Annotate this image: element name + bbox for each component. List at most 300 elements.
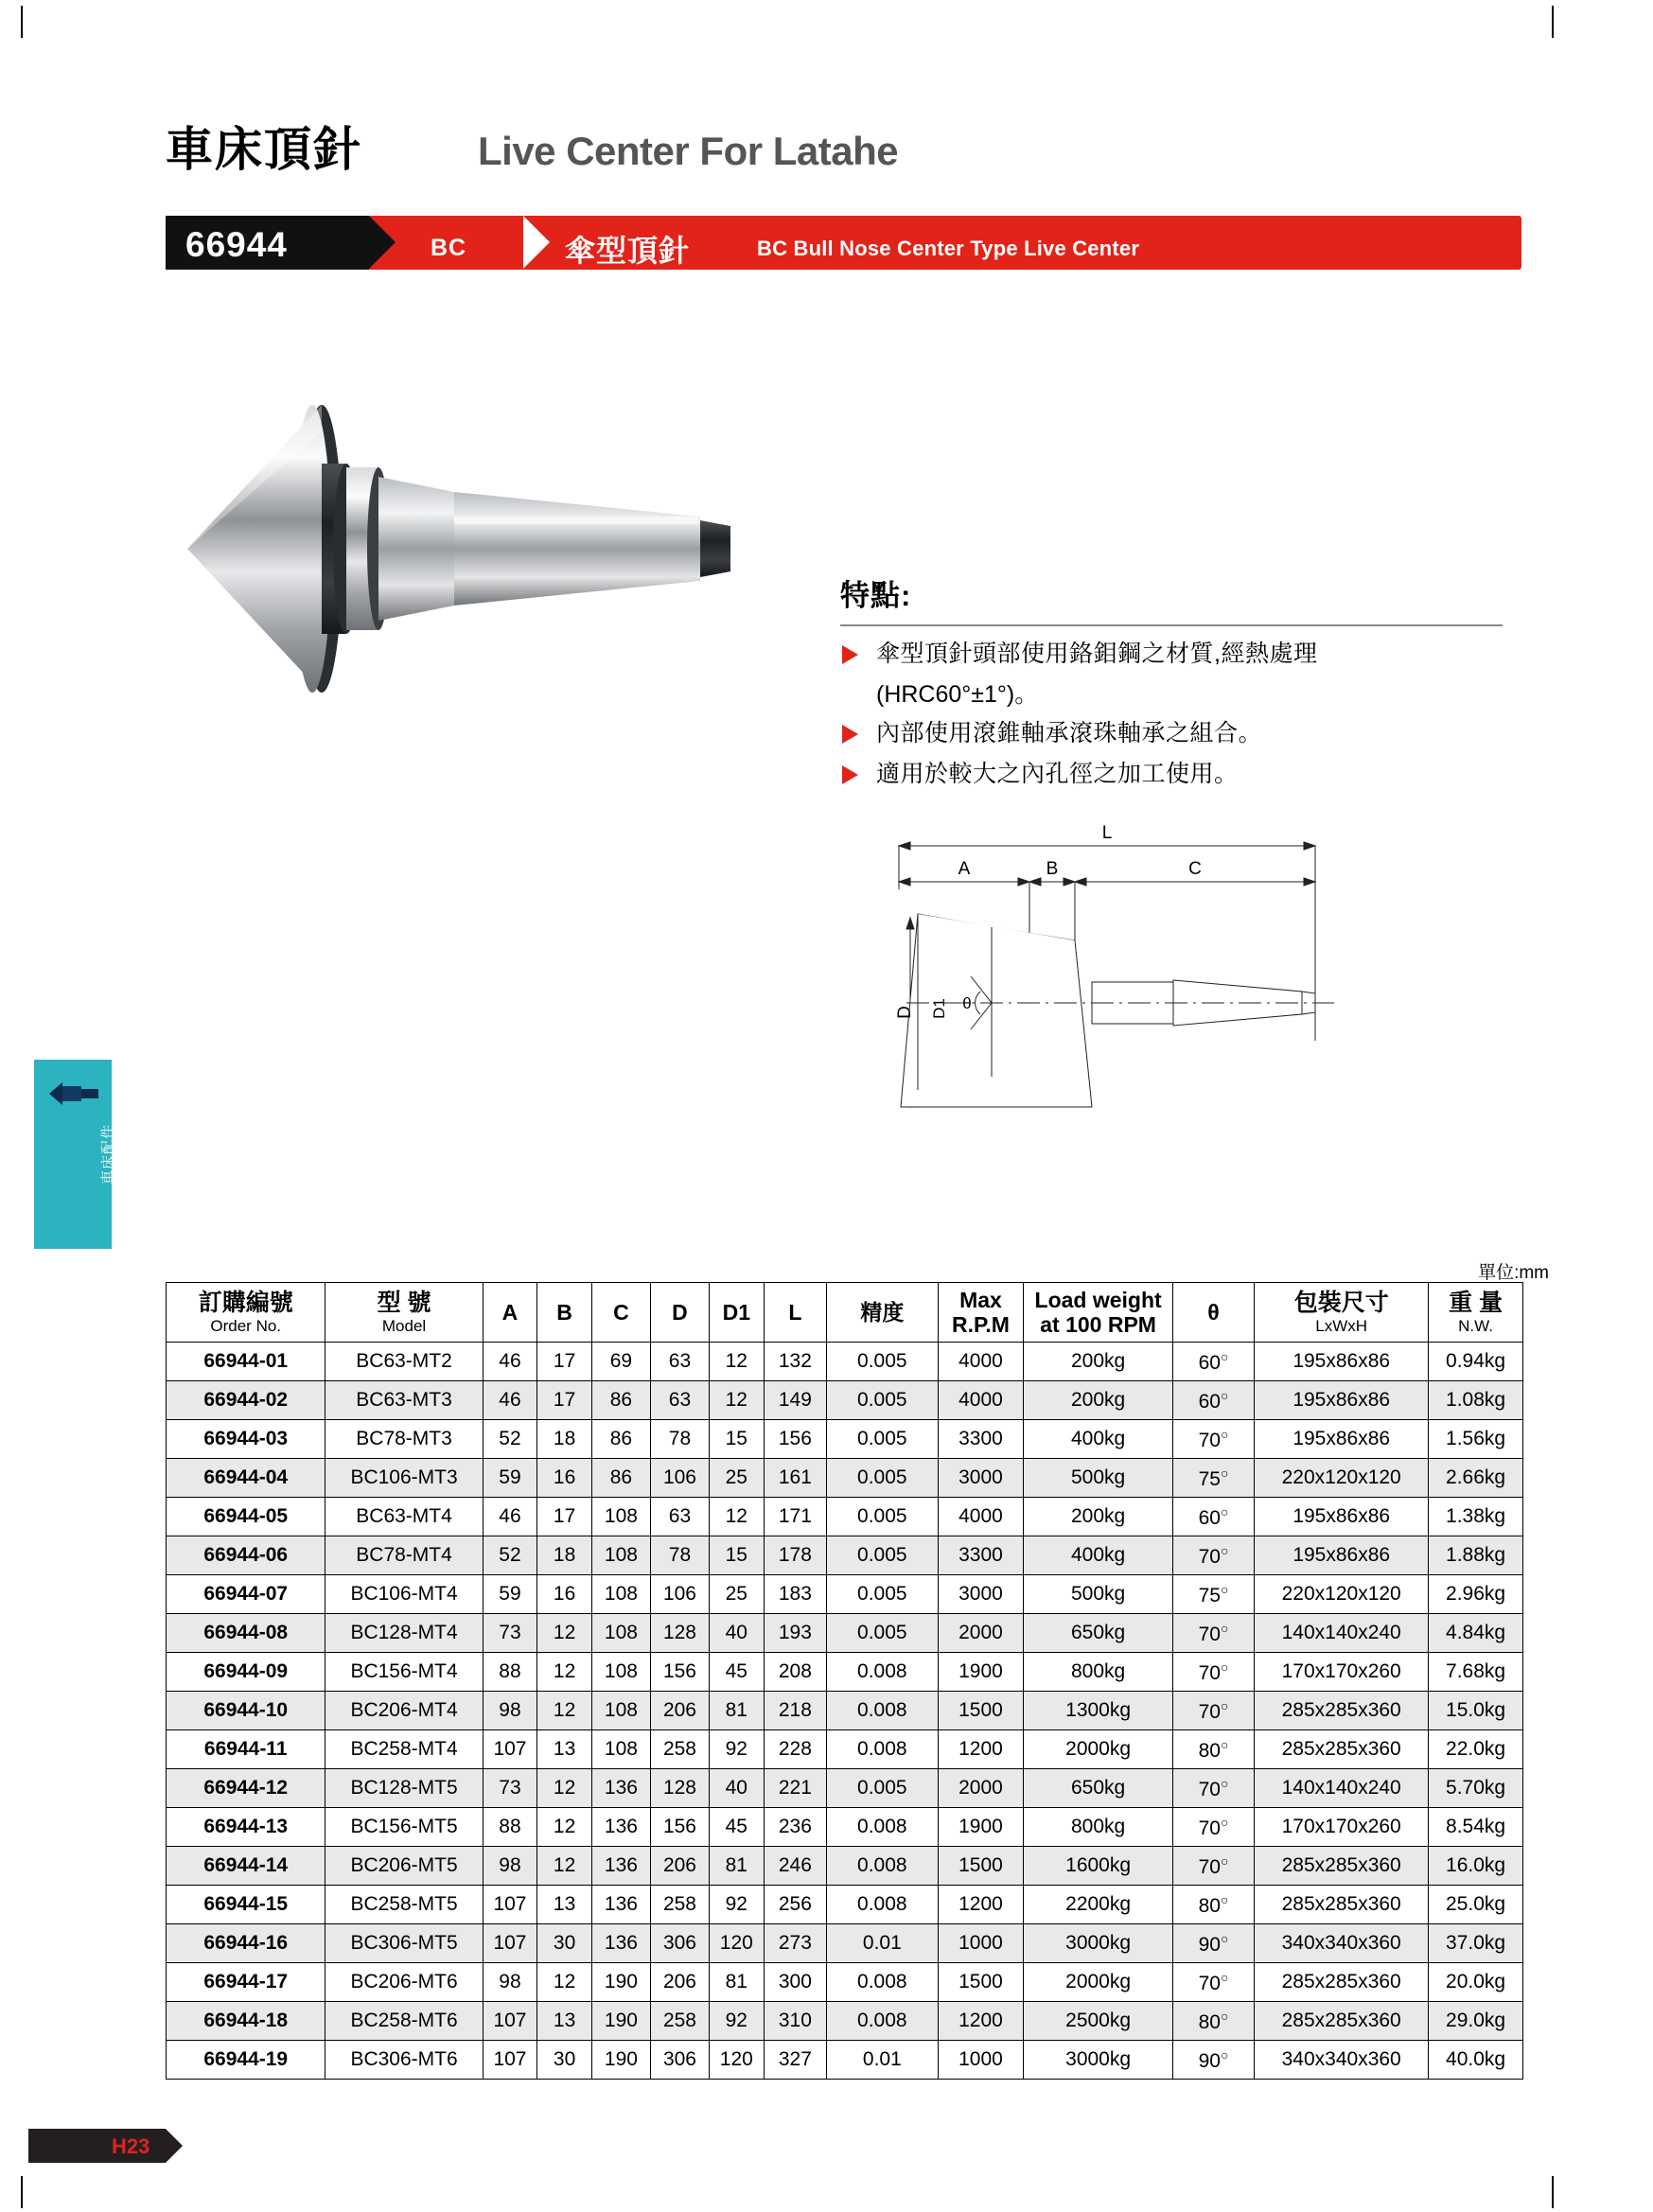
cell-l: 132 bbox=[764, 1343, 826, 1381]
cell-pack: 170x170x260 bbox=[1255, 1808, 1429, 1847]
cell-load: 2200kg bbox=[1024, 1886, 1172, 1924]
spec-table bbox=[166, 1282, 1523, 2080]
features-divider bbox=[840, 624, 1503, 626]
cell-d: 106 bbox=[650, 1575, 709, 1614]
cell-theta: 70○ bbox=[1172, 1769, 1254, 1808]
cell-b: 13 bbox=[537, 1886, 592, 1924]
feature-item-1-sub: (HRC60°±1°)。 bbox=[876, 680, 1039, 708]
bullet-triangle-icon bbox=[842, 645, 858, 664]
cell-nw: 1.08kg bbox=[1429, 1381, 1523, 1420]
cell-model: BC306-MT6 bbox=[325, 2041, 483, 2080]
cell-d: 258 bbox=[650, 2002, 709, 2041]
cell-a: 73 bbox=[483, 1614, 537, 1653]
table-row bbox=[167, 1808, 1523, 1847]
cell-b: 12 bbox=[537, 1653, 592, 1692]
cell-pack: 195x86x86 bbox=[1255, 1420, 1429, 1459]
cell-order-no: 66944-13 bbox=[167, 1808, 325, 1847]
cell-theta: 70○ bbox=[1172, 1808, 1254, 1847]
cell-d1: 12 bbox=[710, 1343, 765, 1381]
cell-pack: 285x285x360 bbox=[1255, 1963, 1429, 2002]
cell-b: 18 bbox=[537, 1420, 592, 1459]
cell-c: 136 bbox=[591, 1886, 650, 1924]
feature-item-2 bbox=[840, 718, 1503, 750]
cell-a: 46 bbox=[483, 1498, 537, 1536]
side-tab-label bbox=[34, 1060, 131, 1249]
cell-a: 88 bbox=[483, 1653, 537, 1692]
cell-theta: 70○ bbox=[1172, 1847, 1254, 1886]
cell-order-no: 66944-02 bbox=[167, 1381, 325, 1420]
cell-model: BC78-MT3 bbox=[325, 1420, 483, 1459]
cell-theta: 90○ bbox=[1172, 2041, 1254, 2080]
table-row bbox=[167, 1653, 1523, 1692]
th-b: B bbox=[537, 1283, 592, 1343]
cell-d: 78 bbox=[650, 1536, 709, 1575]
feature-item-1-text: 傘型頂針頭部使用鉻鉬鋼之材質,經熱處理 bbox=[876, 641, 1318, 667]
cell-rpm: 1200 bbox=[938, 1730, 1024, 1769]
cell-acc: 0.005 bbox=[827, 1536, 938, 1575]
cell-l: 171 bbox=[764, 1498, 826, 1536]
cell-c: 86 bbox=[591, 1381, 650, 1420]
cell-nw: 22.0kg bbox=[1429, 1730, 1523, 1769]
dim-label-D: D bbox=[895, 1006, 915, 1019]
cell-acc: 0.01 bbox=[827, 2041, 938, 2080]
cell-theta: 75○ bbox=[1172, 1459, 1254, 1498]
cell-b: 12 bbox=[537, 1769, 592, 1808]
cell-order-no: 66944-06 bbox=[167, 1536, 325, 1575]
cell-nw: 8.54kg bbox=[1429, 1808, 1523, 1847]
cell-d1: 40 bbox=[710, 1769, 765, 1808]
cell-l: 221 bbox=[764, 1769, 826, 1808]
cell-d1: 25 bbox=[710, 1459, 765, 1498]
cell-rpm: 1000 bbox=[938, 2041, 1024, 2080]
dim-label-D1: D1 bbox=[930, 998, 948, 1019]
feature-item-3-text: 適用於較大之內孔徑之加工使用。 bbox=[876, 760, 1239, 787]
cell-a: 59 bbox=[483, 1459, 537, 1498]
cell-b: 17 bbox=[537, 1343, 592, 1381]
cell-model: BC206-MT5 bbox=[325, 1847, 483, 1886]
cell-model: BC106-MT3 bbox=[325, 1459, 483, 1498]
cell-acc: 0.008 bbox=[827, 1730, 938, 1769]
features-title: 特點: bbox=[840, 579, 912, 612]
cell-l: 310 bbox=[764, 2002, 826, 2041]
cell-d1: 40 bbox=[710, 1614, 765, 1653]
series-abbr: BC bbox=[431, 235, 467, 261]
cell-acc: 0.008 bbox=[827, 1886, 938, 1924]
dim-label-A: A bbox=[958, 859, 971, 879]
cell-acc: 0.008 bbox=[827, 1808, 938, 1847]
cell-model: BC258-MT6 bbox=[325, 2002, 483, 2041]
series-code: 66944 bbox=[185, 225, 288, 264]
cell-order-no: 66944-17 bbox=[167, 1963, 325, 2002]
cell-model: BC63-MT2 bbox=[325, 1343, 483, 1381]
cell-order-no: 66944-09 bbox=[167, 1653, 325, 1692]
cell-a: 46 bbox=[483, 1381, 537, 1420]
cell-nw: 37.0kg bbox=[1429, 1924, 1523, 1963]
cell-c: 108 bbox=[591, 1536, 650, 1575]
cell-model: BC78-MT4 bbox=[325, 1536, 483, 1575]
cell-d1: 15 bbox=[710, 1536, 765, 1575]
table-row bbox=[167, 1769, 1523, 1808]
cell-theta: 60○ bbox=[1172, 1381, 1254, 1420]
cell-d1: 12 bbox=[710, 1498, 765, 1536]
cell-load: 650kg bbox=[1024, 1614, 1172, 1653]
cell-model: BC206-MT6 bbox=[325, 1963, 483, 2002]
cell-nw: 2.96kg bbox=[1429, 1575, 1523, 1614]
cell-l: 256 bbox=[764, 1886, 826, 1924]
table-row bbox=[167, 1420, 1523, 1459]
th-max-rpm: Max R.P.M bbox=[938, 1283, 1024, 1343]
cell-b: 17 bbox=[537, 1381, 592, 1420]
cell-d1: 81 bbox=[710, 1963, 765, 2002]
cell-load: 800kg bbox=[1024, 1653, 1172, 1692]
cell-c: 108 bbox=[591, 1614, 650, 1653]
cell-order-no: 66944-07 bbox=[167, 1575, 325, 1614]
table-row bbox=[167, 2041, 1523, 2080]
cell-order-no: 66944-03 bbox=[167, 1420, 325, 1459]
th-d1: D1 bbox=[710, 1283, 765, 1343]
cell-pack: 285x285x360 bbox=[1255, 1692, 1429, 1730]
cell-load: 400kg bbox=[1024, 1420, 1172, 1459]
th-model: 型 號 Model bbox=[325, 1283, 483, 1343]
cell-model: BC106-MT4 bbox=[325, 1575, 483, 1614]
cell-d: 106 bbox=[650, 1459, 709, 1498]
cell-acc: 0.005 bbox=[827, 1343, 938, 1381]
th-package-size: 包裝尺寸 LxWxH bbox=[1255, 1283, 1429, 1343]
table-row bbox=[167, 1536, 1523, 1575]
cell-order-no: 66944-01 bbox=[167, 1343, 325, 1381]
cell-model: BC206-MT4 bbox=[325, 1692, 483, 1730]
cell-order-no: 66944-14 bbox=[167, 1847, 325, 1886]
cell-c: 190 bbox=[591, 2041, 650, 2080]
page-number: H23 bbox=[112, 2134, 150, 2158]
features-list bbox=[840, 639, 1503, 799]
cell-load: 800kg bbox=[1024, 1808, 1172, 1847]
cell-pack: 195x86x86 bbox=[1255, 1343, 1429, 1381]
table-body bbox=[167, 1343, 1523, 2080]
cell-nw: 29.0kg bbox=[1429, 2002, 1523, 2041]
unit-note: 單位:mm bbox=[1478, 1263, 1549, 1283]
cell-a: 107 bbox=[483, 1730, 537, 1769]
cell-model: BC156-MT5 bbox=[325, 1808, 483, 1847]
cell-nw: 5.70kg bbox=[1429, 1769, 1523, 1808]
cell-load: 200kg bbox=[1024, 1343, 1172, 1381]
cell-theta: 70○ bbox=[1172, 1536, 1254, 1575]
th-l: L bbox=[764, 1283, 826, 1343]
cell-order-no: 66944-04 bbox=[167, 1459, 325, 1498]
cell-rpm: 1500 bbox=[938, 1963, 1024, 2002]
table-row bbox=[167, 1886, 1523, 1924]
cell-nw: 1.56kg bbox=[1429, 1420, 1523, 1459]
cell-acc: 0.008 bbox=[827, 1963, 938, 2002]
cell-pack: 220x120x120 bbox=[1255, 1459, 1429, 1498]
cell-rpm: 3000 bbox=[938, 1459, 1024, 1498]
cell-d1: 92 bbox=[710, 1886, 765, 1924]
table-row bbox=[167, 1963, 1523, 2002]
cell-rpm: 1200 bbox=[938, 1886, 1024, 1924]
cell-b: 12 bbox=[537, 1963, 592, 2002]
cell-b: 16 bbox=[537, 1575, 592, 1614]
cell-acc: 0.008 bbox=[827, 2002, 938, 2041]
cell-theta: 70○ bbox=[1172, 1963, 1254, 2002]
cell-theta: 60○ bbox=[1172, 1498, 1254, 1536]
cell-rpm: 1000 bbox=[938, 1924, 1024, 1963]
cell-model: BC306-MT5 bbox=[325, 1924, 483, 1963]
cell-l: 156 bbox=[764, 1420, 826, 1459]
table-row bbox=[167, 1575, 1523, 1614]
cell-b: 17 bbox=[537, 1498, 592, 1536]
cell-d1: 45 bbox=[710, 1653, 765, 1692]
cell-b: 13 bbox=[537, 1730, 592, 1769]
cell-pack: 170x170x260 bbox=[1255, 1653, 1429, 1692]
table-row bbox=[167, 1614, 1523, 1653]
cell-rpm: 1500 bbox=[938, 1692, 1024, 1730]
th-load-weight: Load weight at 100 RPM bbox=[1024, 1283, 1172, 1343]
cell-l: 236 bbox=[764, 1808, 826, 1847]
cell-nw: 7.68kg bbox=[1429, 1653, 1523, 1692]
cell-c: 108 bbox=[591, 1730, 650, 1769]
cell-c: 136 bbox=[591, 1808, 650, 1847]
feature-item-1 bbox=[840, 639, 1503, 671]
cell-acc: 0.008 bbox=[827, 1653, 938, 1692]
cell-pack: 340x340x360 bbox=[1255, 2041, 1429, 2080]
cell-d: 63 bbox=[650, 1498, 709, 1536]
cell-theta: 75○ bbox=[1172, 1575, 1254, 1614]
table-row bbox=[167, 1924, 1523, 1963]
cell-acc: 0.005 bbox=[827, 1614, 938, 1653]
cell-rpm: 2000 bbox=[938, 1769, 1024, 1808]
bullet-triangle-icon bbox=[842, 725, 858, 744]
cell-a: 59 bbox=[483, 1575, 537, 1614]
cell-order-no: 66944-12 bbox=[167, 1769, 325, 1808]
cell-pack: 195x86x86 bbox=[1255, 1498, 1429, 1536]
cell-pack: 340x340x360 bbox=[1255, 1924, 1429, 1963]
cell-a: 107 bbox=[483, 1886, 537, 1924]
cell-b: 12 bbox=[537, 1808, 592, 1847]
cell-load: 400kg bbox=[1024, 1536, 1172, 1575]
cell-load: 2000kg bbox=[1024, 1963, 1172, 2002]
cell-rpm: 1900 bbox=[938, 1808, 1024, 1847]
side-tab-label-en: LATHE MACHINE ACCESSORIES bbox=[118, 1063, 131, 1245]
cell-d1: 120 bbox=[710, 1924, 765, 1963]
cell-rpm: 1900 bbox=[938, 1653, 1024, 1692]
cell-nw: 20.0kg bbox=[1429, 1963, 1523, 2002]
bullet-triangle-icon bbox=[842, 765, 858, 784]
cell-l: 273 bbox=[764, 1924, 826, 1963]
cell-b: 13 bbox=[537, 2002, 592, 2041]
cell-l: 208 bbox=[764, 1653, 826, 1692]
cell-a: 107 bbox=[483, 2041, 537, 2080]
cell-rpm: 3300 bbox=[938, 1536, 1024, 1575]
technical-drawing bbox=[889, 823, 1419, 1249]
cell-rpm: 4000 bbox=[938, 1343, 1024, 1381]
th-accuracy: 精度 bbox=[827, 1283, 938, 1343]
cell-d1: 81 bbox=[710, 1847, 765, 1886]
cell-order-no: 66944-16 bbox=[167, 1924, 325, 1963]
cell-acc: 0.008 bbox=[827, 1692, 938, 1730]
cell-d: 128 bbox=[650, 1614, 709, 1653]
table-header-row bbox=[167, 1283, 1523, 1343]
cell-order-no: 66944-11 bbox=[167, 1730, 325, 1769]
cell-d1: 15 bbox=[710, 1420, 765, 1459]
cell-c: 108 bbox=[591, 1692, 650, 1730]
chevron-right-icon bbox=[523, 216, 550, 269]
cell-model: BC63-MT4 bbox=[325, 1498, 483, 1536]
cell-a: 98 bbox=[483, 1963, 537, 2002]
product-photo bbox=[170, 350, 852, 747]
dim-label-L: L bbox=[1101, 823, 1113, 843]
cell-a: 52 bbox=[483, 1536, 537, 1575]
product-type-en: BC Bull Nose Center Type Live Center bbox=[757, 237, 1140, 260]
cell-a: 52 bbox=[483, 1420, 537, 1459]
cell-nw: 16.0kg bbox=[1429, 1847, 1523, 1886]
cell-order-no: 66944-18 bbox=[167, 2002, 325, 2041]
cell-theta: 60○ bbox=[1172, 1343, 1254, 1381]
table-row bbox=[167, 1847, 1523, 1886]
th-net-weight: 重 量 N.W. bbox=[1429, 1283, 1523, 1343]
table-row bbox=[167, 2002, 1523, 2041]
cell-load: 1300kg bbox=[1024, 1692, 1172, 1730]
dim-label-theta: θ bbox=[962, 994, 972, 1012]
cell-acc: 0.005 bbox=[827, 1459, 938, 1498]
cell-load: 200kg bbox=[1024, 1498, 1172, 1536]
cell-l: 193 bbox=[764, 1614, 826, 1653]
cell-pack: 195x86x86 bbox=[1255, 1381, 1429, 1420]
cell-rpm: 2000 bbox=[938, 1614, 1024, 1653]
cell-pack: 285x285x360 bbox=[1255, 1886, 1429, 1924]
cell-l: 178 bbox=[764, 1536, 826, 1575]
cell-pack: 195x86x86 bbox=[1255, 1536, 1429, 1575]
cell-model: BC258-MT4 bbox=[325, 1730, 483, 1769]
cell-d: 128 bbox=[650, 1769, 709, 1808]
cell-b: 12 bbox=[537, 1847, 592, 1886]
cell-d: 156 bbox=[650, 1653, 709, 1692]
table-row bbox=[167, 1459, 1523, 1498]
cell-l: 218 bbox=[764, 1692, 826, 1730]
cell-acc: 0.008 bbox=[827, 1847, 938, 1886]
cell-theta: 80○ bbox=[1172, 1886, 1254, 1924]
cell-acc: 0.005 bbox=[827, 1498, 938, 1536]
cell-rpm: 1200 bbox=[938, 2002, 1024, 2041]
cell-d: 156 bbox=[650, 1808, 709, 1847]
cell-order-no: 66944-05 bbox=[167, 1498, 325, 1536]
cell-l: 228 bbox=[764, 1730, 826, 1769]
cell-b: 30 bbox=[537, 2041, 592, 2080]
cell-d: 306 bbox=[650, 1924, 709, 1963]
page-title-en: Live Center For Latahe bbox=[478, 129, 899, 173]
cell-rpm: 3000 bbox=[938, 1575, 1024, 1614]
table-row bbox=[167, 1730, 1523, 1769]
cell-theta: 70○ bbox=[1172, 1653, 1254, 1692]
cell-a: 107 bbox=[483, 2002, 537, 2041]
cell-nw: 1.38kg bbox=[1429, 1498, 1523, 1536]
cell-l: 161 bbox=[764, 1459, 826, 1498]
cell-theta: 70○ bbox=[1172, 1614, 1254, 1653]
cell-nw: 0.94kg bbox=[1429, 1343, 1523, 1381]
cell-pack: 140x140x240 bbox=[1255, 1614, 1429, 1653]
table-row bbox=[167, 1343, 1523, 1381]
th-d: D bbox=[650, 1283, 709, 1343]
cell-order-no: 66944-08 bbox=[167, 1614, 325, 1653]
cell-rpm: 4000 bbox=[938, 1498, 1024, 1536]
dim-label-B: B bbox=[1046, 859, 1059, 879]
cell-rpm: 4000 bbox=[938, 1381, 1024, 1420]
th-a: A bbox=[483, 1283, 537, 1343]
cell-b: 12 bbox=[537, 1614, 592, 1653]
cell-nw: 4.84kg bbox=[1429, 1614, 1523, 1653]
cell-theta: 80○ bbox=[1172, 1730, 1254, 1769]
cell-nw: 25.0kg bbox=[1429, 1886, 1523, 1924]
cell-model: BC156-MT4 bbox=[325, 1653, 483, 1692]
cell-c: 136 bbox=[591, 1924, 650, 1963]
cell-nw: 40.0kg bbox=[1429, 2041, 1523, 2080]
cell-theta: 70○ bbox=[1172, 1692, 1254, 1730]
dim-label-C: C bbox=[1188, 859, 1202, 879]
cell-rpm: 3300 bbox=[938, 1420, 1024, 1459]
cell-model: BC63-MT3 bbox=[325, 1381, 483, 1420]
cell-d: 206 bbox=[650, 1847, 709, 1886]
cell-acc: 0.005 bbox=[827, 1420, 938, 1459]
cell-a: 73 bbox=[483, 1769, 537, 1808]
cell-d1: 120 bbox=[710, 2041, 765, 2080]
cell-c: 108 bbox=[591, 1575, 650, 1614]
cell-pack: 285x285x360 bbox=[1255, 2002, 1429, 2041]
cell-acc: 0.005 bbox=[827, 1575, 938, 1614]
cell-order-no: 66944-19 bbox=[167, 2041, 325, 2080]
cell-theta: 70○ bbox=[1172, 1420, 1254, 1459]
cell-load: 2500kg bbox=[1024, 2002, 1172, 2041]
cell-c: 108 bbox=[591, 1653, 650, 1692]
table-row bbox=[167, 1381, 1523, 1420]
crop-mark-top-right bbox=[1552, 6, 1554, 38]
cell-model: BC128-MT5 bbox=[325, 1769, 483, 1808]
cell-d1: 45 bbox=[710, 1808, 765, 1847]
cell-theta: 80○ bbox=[1172, 2002, 1254, 2041]
cell-d1: 25 bbox=[710, 1575, 765, 1614]
cell-a: 46 bbox=[483, 1343, 537, 1381]
crop-mark-bottom-right bbox=[1552, 2176, 1554, 2208]
cell-order-no: 66944-10 bbox=[167, 1692, 325, 1730]
cell-b: 18 bbox=[537, 1536, 592, 1575]
cell-model: BC128-MT4 bbox=[325, 1614, 483, 1653]
cell-nw: 2.66kg bbox=[1429, 1459, 1523, 1498]
cell-d: 258 bbox=[650, 1886, 709, 1924]
cell-nw: 15.0kg bbox=[1429, 1692, 1523, 1730]
cell-a: 98 bbox=[483, 1847, 537, 1886]
cell-load: 500kg bbox=[1024, 1459, 1172, 1498]
cell-b: 12 bbox=[537, 1692, 592, 1730]
cell-d: 63 bbox=[650, 1343, 709, 1381]
cell-c: 136 bbox=[591, 1769, 650, 1808]
cell-load: 3000kg bbox=[1024, 2041, 1172, 2080]
cell-l: 183 bbox=[764, 1575, 826, 1614]
crop-mark-top-left bbox=[21, 6, 23, 38]
cell-c: 69 bbox=[591, 1343, 650, 1381]
side-tab-lathe-accessories bbox=[34, 1060, 131, 1249]
cell-d: 63 bbox=[650, 1381, 709, 1420]
cell-load: 2000kg bbox=[1024, 1730, 1172, 1769]
cell-c: 86 bbox=[591, 1420, 650, 1459]
cell-pack: 220x120x120 bbox=[1255, 1575, 1429, 1614]
cell-d1: 81 bbox=[710, 1692, 765, 1730]
cell-pack: 140x140x240 bbox=[1255, 1769, 1429, 1808]
cell-l: 246 bbox=[764, 1847, 826, 1886]
cell-a: 107 bbox=[483, 1924, 537, 1963]
cell-acc: 0.01 bbox=[827, 1924, 938, 1963]
product-type-zh: 傘型頂針 bbox=[565, 234, 691, 268]
cell-load: 200kg bbox=[1024, 1381, 1172, 1420]
page-title-zh: 車床頂針 bbox=[166, 123, 362, 176]
cell-load: 500kg bbox=[1024, 1575, 1172, 1614]
